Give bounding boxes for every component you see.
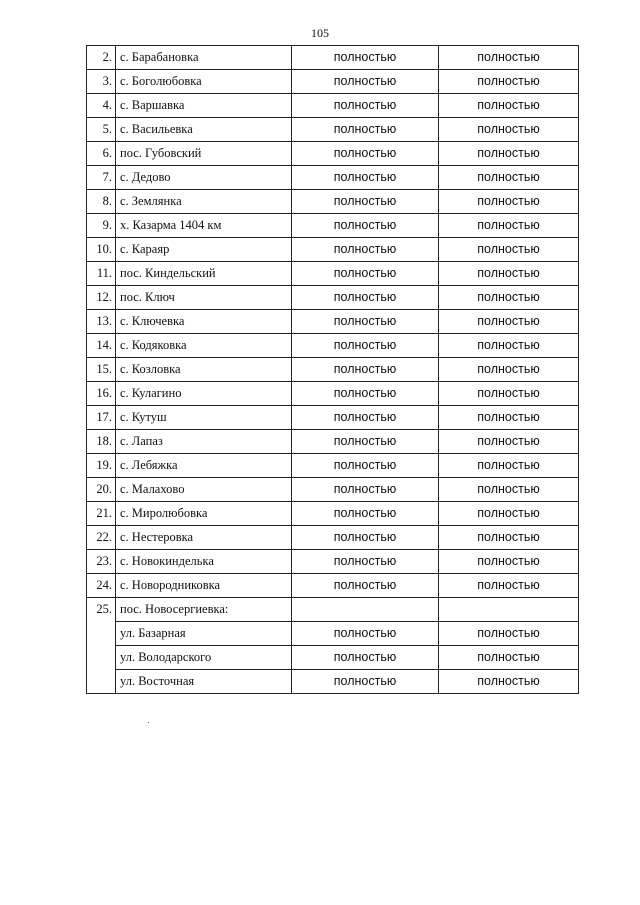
row-number: 15. [87, 358, 116, 382]
status-cell-1: полностью [292, 358, 439, 382]
status-cell-2: полностью [439, 214, 579, 238]
row-number: 6. [87, 142, 116, 166]
settlement-name: с. Кулагино [116, 382, 292, 406]
status-cell-2: полностью [439, 358, 579, 382]
status-cell-2: полностью [439, 94, 579, 118]
table-row [87, 94, 579, 118]
settlement-name: с. Варшавка [116, 94, 292, 118]
status-cell-2: полностью [439, 550, 579, 574]
table-row-street [87, 622, 579, 646]
status-cell-2: полностью [439, 622, 579, 646]
status-cell-1: полностью [292, 286, 439, 310]
table-row [87, 214, 579, 238]
row-number: 12. [87, 286, 116, 310]
settlement-name: с. Лебяжка [116, 454, 292, 478]
table-row [87, 478, 579, 502]
status-cell-1: полностью [292, 214, 439, 238]
page-number: 105 [311, 26, 329, 40]
row-number: 4. [87, 94, 116, 118]
row-number: 5. [87, 118, 116, 142]
settlement-name: с. Барабановка [116, 46, 292, 70]
status-cell-2: полностью [439, 70, 579, 94]
row-number: 3. [87, 70, 116, 94]
status-cell-2: полностью [439, 310, 579, 334]
settlement-name: пос. Киндельский [116, 262, 292, 286]
status-cell-2: полностью [439, 286, 579, 310]
table-row [87, 262, 579, 286]
row-number: 17. [87, 406, 116, 430]
settlement-name: с. Новородниковка [116, 574, 292, 598]
status-cell-1: полностью [292, 574, 439, 598]
status-cell-2: полностью [439, 334, 579, 358]
table-row [87, 574, 579, 598]
row-number: 11. [87, 262, 116, 286]
status-cell-1: полностью [292, 406, 439, 430]
status-cell-1: полностью [292, 262, 439, 286]
settlement-name: пос. Новосергиевка: [116, 598, 292, 622]
scan-speck [148, 722, 149, 723]
status-cell-2: полностью [439, 118, 579, 142]
status-cell-1 [292, 598, 439, 622]
settlements-table [86, 45, 579, 694]
row-number: 22. [87, 526, 116, 550]
status-cell-2: полностью [439, 454, 579, 478]
table-row [87, 382, 579, 406]
status-cell-2: полностью [439, 382, 579, 406]
table-row [87, 118, 579, 142]
status-cell-1: полностью [292, 526, 439, 550]
table-row [87, 142, 579, 166]
status-cell-1: полностью [292, 646, 439, 670]
table-row [87, 310, 579, 334]
settlement-name: с. Землянка [116, 190, 292, 214]
row-number: 20. [87, 478, 116, 502]
settlement-name: с. Васильевка [116, 118, 292, 142]
status-cell-1: полностью [292, 502, 439, 526]
table-row [87, 46, 579, 70]
status-cell-2: полностью [439, 190, 579, 214]
settlement-name: х. Казарма 1404 км [116, 214, 292, 238]
row-number: 2. [87, 46, 116, 70]
row-number: 14. [87, 334, 116, 358]
row-number: 23. [87, 550, 116, 574]
table-row [87, 550, 579, 574]
status-cell-1: полностью [292, 238, 439, 262]
row-number: 19. [87, 454, 116, 478]
status-cell-2: полностью [439, 646, 579, 670]
table-row-street [87, 670, 579, 694]
table-row [87, 430, 579, 454]
status-cell-1: полностью [292, 334, 439, 358]
status-cell-1: полностью [292, 382, 439, 406]
status-cell-2: полностью [439, 478, 579, 502]
settlement-name: с. Малахово [116, 478, 292, 502]
row-number: 21. [87, 502, 116, 526]
status-cell-1: полностью [292, 190, 439, 214]
status-cell-1: полностью [292, 478, 439, 502]
status-cell-2: полностью [439, 262, 579, 286]
status-cell-2: полностью [439, 670, 579, 694]
row-number: 25. [87, 598, 116, 694]
settlement-name: с. Боголюбовка [116, 70, 292, 94]
table-row [87, 406, 579, 430]
settlement-name: с. Нестеровка [116, 526, 292, 550]
table-row [87, 238, 579, 262]
row-number: 24. [87, 574, 116, 598]
settlement-name: с. Козловка [116, 358, 292, 382]
row-number: 13. [87, 310, 116, 334]
status-cell-2: полностью [439, 430, 579, 454]
status-cell-1: полностью [292, 70, 439, 94]
settlement-name: с. Ключевка [116, 310, 292, 334]
status-cell-2: полностью [439, 574, 579, 598]
row-number: 7. [87, 166, 116, 190]
table-row [87, 166, 579, 190]
table-row [87, 358, 579, 382]
settlement-name: с. Караяр [116, 238, 292, 262]
row-number: 9. [87, 214, 116, 238]
table-row-street [87, 646, 579, 670]
status-cell-1: полностью [292, 46, 439, 70]
table-row [87, 526, 579, 550]
status-cell-2: полностью [439, 502, 579, 526]
status-cell-2: полностью [439, 46, 579, 70]
status-cell-1: полностью [292, 430, 439, 454]
status-cell-1: полностью [292, 94, 439, 118]
settlement-name: с. Кодяковка [116, 334, 292, 358]
status-cell-2: полностью [439, 142, 579, 166]
settlement-name: пос. Ключ [116, 286, 292, 310]
street-name: ул. Володарского [116, 646, 292, 670]
table-row [87, 454, 579, 478]
settlement-name: с. Миролюбовка [116, 502, 292, 526]
status-cell-1: полностью [292, 310, 439, 334]
table-row [87, 190, 579, 214]
status-cell-1: полностью [292, 622, 439, 646]
settlement-name: пос. Губовский [116, 142, 292, 166]
settlement-name: с. Новокинделька [116, 550, 292, 574]
status-cell-1: полностью [292, 166, 439, 190]
row-number: 16. [87, 382, 116, 406]
status-cell-1: полностью [292, 670, 439, 694]
status-cell-2: полностью [439, 166, 579, 190]
status-cell-2: полностью [439, 526, 579, 550]
row-number: 18. [87, 430, 116, 454]
status-cell-1: полностью [292, 550, 439, 574]
table-row [87, 334, 579, 358]
table-row [87, 70, 579, 94]
settlement-name: с. Дедово [116, 166, 292, 190]
status-cell-2: полностью [439, 406, 579, 430]
status-cell-2 [439, 598, 579, 622]
table-row [87, 502, 579, 526]
status-cell-1: полностью [292, 454, 439, 478]
table-row-group [87, 598, 579, 622]
status-cell-1: полностью [292, 118, 439, 142]
row-number: 8. [87, 190, 116, 214]
table-row [87, 286, 579, 310]
street-name: ул. Восточная [116, 670, 292, 694]
settlement-name: с. Кутуш [116, 406, 292, 430]
status-cell-1: полностью [292, 142, 439, 166]
street-name: ул. Базарная [116, 622, 292, 646]
row-number: 10. [87, 238, 116, 262]
settlement-name: с. Лапаз [116, 430, 292, 454]
status-cell-2: полностью [439, 238, 579, 262]
